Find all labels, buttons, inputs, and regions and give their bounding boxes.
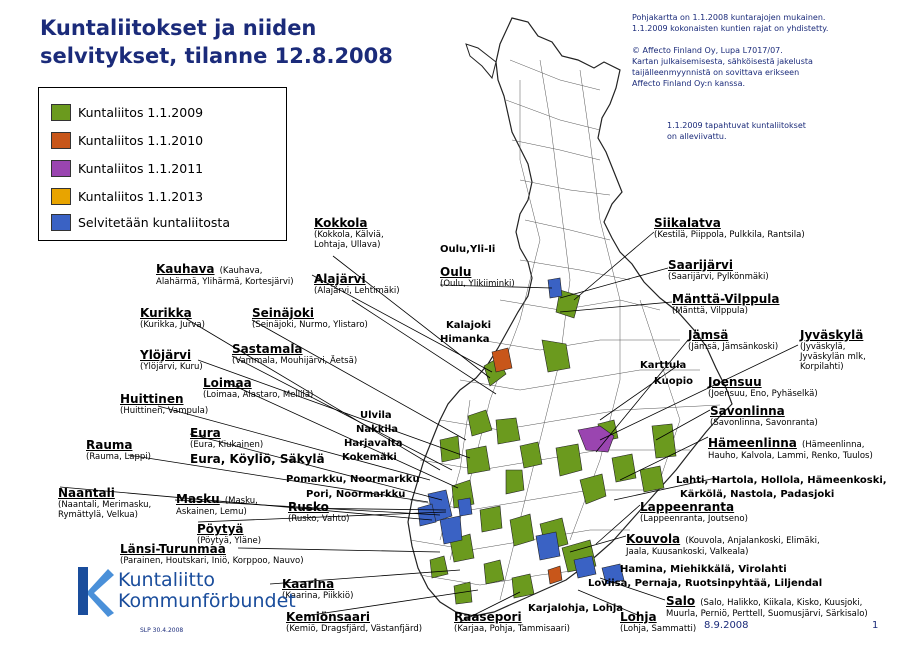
- municipality-name: Salo: [666, 594, 696, 608]
- municipality-members: Rymättylä, Velkua): [58, 510, 138, 520]
- label-lahti-group-2: Kärkölä, Nastola, Padasjoki: [680, 489, 835, 500]
- municipality-members: (Jämsä, Jämsänkoski): [688, 342, 779, 352]
- municipality-name: Kauhava: [156, 262, 215, 276]
- municipality-members: (Pöytyä, Yläne): [197, 536, 262, 546]
- label-siikalatva: [654, 216, 805, 240]
- legend-item-2013: [51, 186, 203, 206]
- label-kauhava: [156, 258, 294, 287]
- municipality-name: Joensuu: [708, 375, 762, 389]
- label-pomarkku-noormarkku: Pomarkku, Noormarkku: [286, 474, 420, 485]
- municipality-members: (Lappeenranta, Joutseno): [640, 514, 748, 524]
- label-karttula: Karttula: [640, 360, 687, 371]
- municipality-members: Korpilahti): [800, 362, 844, 372]
- label-kuopio: Kuopio: [654, 376, 694, 387]
- legend-item-2011: [51, 158, 203, 178]
- label-oulu-yli-ii: Oulu,Yli-Ii: [440, 244, 496, 255]
- label-karjalohja-lohja: Karjalohja, Lohja: [528, 603, 624, 614]
- municipality-members: (Eura, Kiukainen): [190, 440, 264, 450]
- logo-line-1: Kuntaliitto: [118, 569, 216, 591]
- kuntaliitto-logo-icon: [72, 565, 114, 617]
- footer-date: 8.9.2008: [704, 620, 749, 631]
- label-loimaa: [203, 376, 313, 400]
- municipality-name: Naantali: [58, 486, 115, 500]
- legend-swatch: [51, 160, 71, 177]
- label-oulu: [440, 265, 515, 289]
- label-huittinen: [120, 392, 208, 416]
- municipality-members: (Kaarina, Piikkiö): [282, 591, 354, 601]
- source-line: Pohjakartta on 1.1.2008 kuntarajojen mukainen.: [632, 13, 826, 22]
- municipality-name: Kaarina: [282, 577, 335, 591]
- municipality-name: Kokkola: [314, 216, 368, 230]
- municipality-name: Lohja: [620, 610, 657, 624]
- logo-line-2: Kommunförbundet: [118, 590, 296, 612]
- label-nakkila: Nakkila: [356, 424, 399, 435]
- label-saarijarvi: [668, 258, 769, 282]
- label-jamsa: [688, 328, 778, 352]
- municipality-name: Ylöjärvi: [140, 348, 192, 362]
- municipality-name: Länsi-Turunmaa: [120, 542, 226, 556]
- label-pori-noormarkku: Pori, Noormarkku: [306, 489, 406, 500]
- label-mantta-vilppula: [672, 292, 780, 316]
- municipality-name: Saarijärvi: [668, 258, 733, 272]
- label-lansi-turunmaa: [120, 542, 304, 566]
- label-kokkola: [314, 216, 384, 250]
- municipality-name: Kemiönsaari: [286, 610, 370, 624]
- municipality-name: Pöytyä: [197, 522, 244, 536]
- municipality-members: (Hämeenlinna,: [801, 440, 865, 450]
- label-ulvila: Ulvila: [360, 410, 392, 421]
- municipality-name: Seinäjoki: [252, 306, 314, 320]
- source-line: taijälleenmyynnistä on sovittava erikseen: [632, 68, 800, 77]
- legend-swatch: [51, 132, 71, 149]
- title-line-1: Kuntaliitokset ja niiden: [40, 16, 317, 40]
- municipality-members: (Huittinen, Vampula): [120, 406, 209, 416]
- municipality-name: Siikalatva: [654, 216, 721, 230]
- label-masku: [176, 488, 258, 517]
- label-jyvaskyla: [800, 328, 866, 372]
- label-rauma: [86, 438, 151, 462]
- label-eura: [190, 426, 263, 450]
- footer-page-number: 1: [872, 620, 879, 631]
- label-alajarvi: [314, 272, 400, 296]
- municipality-members: Jyväskylän mlk,: [800, 352, 866, 362]
- municipality-members: (Naantali, Merimasku,: [58, 500, 152, 510]
- kuntaliitto-logo-text: [118, 570, 296, 612]
- municipality-members: Lohtaja, Ullava): [314, 240, 381, 250]
- municipality-name: Sastamala: [232, 342, 303, 356]
- municipality-name: Mänttä-Vilppula: [672, 292, 780, 306]
- label-loviisa-group: Loviisa, Pernaja, Ruotsinpyhtää, Liljendal: [588, 578, 823, 589]
- municipality-members: (Salo, Halikko, Kiikala, Kisko, Kuusjoki,: [700, 598, 863, 608]
- label-hameenlinna: [708, 432, 873, 461]
- label-rusko: [288, 500, 349, 524]
- municipality-members: (Alajärvi, Lehtimäki): [314, 286, 400, 296]
- municipality-members: Alahärmä, Ylihärmä, Kortesjärvi): [156, 277, 294, 287]
- underline-note: [667, 120, 806, 142]
- municipality-members: (Ylöjärvi, Kuru): [140, 362, 203, 372]
- municipality-members: (Seinäjoki, Nurmo, Ylistaro): [252, 320, 368, 330]
- label-kalajoki: Kalajoki: [446, 320, 492, 331]
- municipality-name: Jämsä: [688, 328, 729, 342]
- legend-item-2010: [51, 130, 203, 150]
- municipality-members: (Kurikka, Jurva): [140, 320, 205, 330]
- label-lahti-group: Lahti, Hartola, Hollola, Hämeenkoski,: [676, 475, 887, 486]
- source-line: © Affecto Finland Oy, Lupa L7017/07.: [632, 46, 783, 55]
- municipality-name: Loimaa: [203, 376, 252, 390]
- municipality-members: (Kauhava,: [219, 266, 263, 276]
- municipality-members: (Rauma, Lappi): [86, 452, 151, 462]
- label-lappeenranta: [640, 500, 748, 524]
- label-ylojarvi: [140, 348, 203, 372]
- municipality-name: Huittinen: [120, 392, 184, 406]
- legend-item-2009: [51, 102, 203, 122]
- municipality-members: (Joensuu, Eno, Pyhäselkä): [708, 389, 818, 399]
- municipality-name: Raasepori: [454, 610, 522, 624]
- municipality-members: Askainen, Lemu): [176, 507, 247, 517]
- label-kemionsaari: [286, 610, 422, 634]
- municipality-members: (Lohja, Sammatti): [620, 624, 697, 634]
- municipality-members: (Kestilä, Piippola, Pulkkila, Rantsila): [654, 230, 805, 240]
- municipality-name: Lappeenranta: [640, 500, 735, 514]
- map-title: [40, 14, 393, 70]
- label-kouvola: [626, 528, 820, 557]
- source-note: [632, 12, 828, 89]
- municipality-name: Oulu: [440, 265, 472, 279]
- municipality-name: Rusko: [288, 500, 329, 514]
- municipality-members: (Oulu, Ylikiiminki): [440, 279, 515, 289]
- label-seinajoki: [252, 306, 368, 330]
- municipality-members: (Masku,: [224, 496, 258, 506]
- municipality-members: (Saarijärvi, Pylkönmäki): [668, 272, 769, 282]
- map-legend: [38, 87, 287, 241]
- municipality-members: (Vammala, Mouhijärvi, Äetsä): [232, 356, 358, 366]
- source-line: 1.1.2009 kokonaisten kuntien rajat on yhdistetty.: [632, 24, 829, 33]
- municipality-members: Jaala, Kuusankoski, Valkeala): [626, 547, 749, 557]
- footer-left: SLP 30.4.2008: [140, 627, 184, 634]
- municipality-members: (Kemiö, Dragsfjärd, Västanfjärd): [286, 624, 423, 634]
- label-savonlinna: [710, 404, 818, 428]
- note-line: on alleviivattu.: [667, 132, 727, 141]
- note-line: 1.1.2009 tapahtuvat kuntaliitokset: [667, 121, 806, 130]
- municipality-name: Kurikka: [140, 306, 192, 320]
- lapland-arm: [466, 44, 496, 78]
- municipality-name: Eura: [190, 426, 221, 440]
- municipality-name: Masku: [176, 492, 220, 506]
- municipality-members: Muurla, Perniö, Perttell, Suomusjärvi, Särkisalo): [666, 609, 868, 619]
- municipality-members: (Karjaa, Pohja, Tammisaari): [454, 624, 570, 634]
- label-kokemaki: Kokemäki: [342, 452, 397, 463]
- legend-item-study: [51, 212, 230, 232]
- label-kurikka: [140, 306, 205, 330]
- municipality-members: (Kokkola, Kälviä,: [314, 230, 384, 240]
- label-eura-koylio-sakyla: [190, 452, 325, 466]
- legend-label: Kuntaliitos 1.1.2013: [78, 188, 204, 204]
- legend-swatch: [51, 104, 71, 121]
- municipality-members: (Savonlinna, Savonranta): [710, 418, 818, 428]
- municipality-name: Savonlinna: [710, 404, 785, 418]
- municipality-name: Rauma: [86, 438, 133, 452]
- municipality-members: Hauho, Kalvola, Lammi, Renko, Tuulos): [708, 451, 873, 461]
- municipality-name: Alajärvi: [314, 272, 366, 286]
- source-line: Kartan julkaisemisesta, sähköisestä jakelusta: [632, 57, 813, 66]
- legend-swatch: [51, 188, 71, 205]
- legend-label: Kuntaliitos 1.1.2010: [78, 132, 204, 148]
- title-line-2: selvitykset, tilanne 12.8.2008: [40, 44, 393, 68]
- legend-label: Kuntaliitos 1.1.2009: [78, 104, 204, 120]
- label-joensuu: [708, 375, 818, 399]
- municipality-members: (Mänttä, Vilppula): [672, 306, 748, 316]
- municipality-name: Jyväskylä: [800, 328, 864, 342]
- label-himanka: Himanka: [440, 334, 490, 345]
- municipality-name: Eura, Köyliö, Säkylä: [190, 452, 325, 466]
- legend-label: Kuntaliitos 1.1.2011: [78, 160, 204, 176]
- legend-swatch: [51, 214, 71, 231]
- label-salo: [666, 590, 868, 619]
- municipality-members: (Kouvola, Anjalankoski, Elimäki,: [685, 536, 820, 546]
- municipality-members: (Loimaa, Alastaro, Mellilä): [203, 390, 314, 400]
- label-hamina-group: Hamina, Miehikkälä, Virolahti: [620, 564, 787, 575]
- label-sastamala: [232, 342, 357, 366]
- legend-label: Selvitetään kuntaliitosta: [78, 214, 230, 230]
- municipality-members: (Jyväskylä,: [800, 342, 846, 352]
- municipality-name: Kouvola: [626, 532, 681, 546]
- label-harjavalta: Harjavalta: [344, 438, 403, 449]
- source-line: Affecto Finland Oy:n kanssa.: [632, 79, 746, 88]
- municipality-name: Hämeenlinna: [708, 436, 797, 450]
- municipality-members: (Parainen, Houtskari, Iniö, Korppoo, Nauvo): [120, 556, 304, 566]
- label-naantali: [58, 486, 151, 520]
- municipality-members: (Rusko, Vahto): [288, 514, 350, 524]
